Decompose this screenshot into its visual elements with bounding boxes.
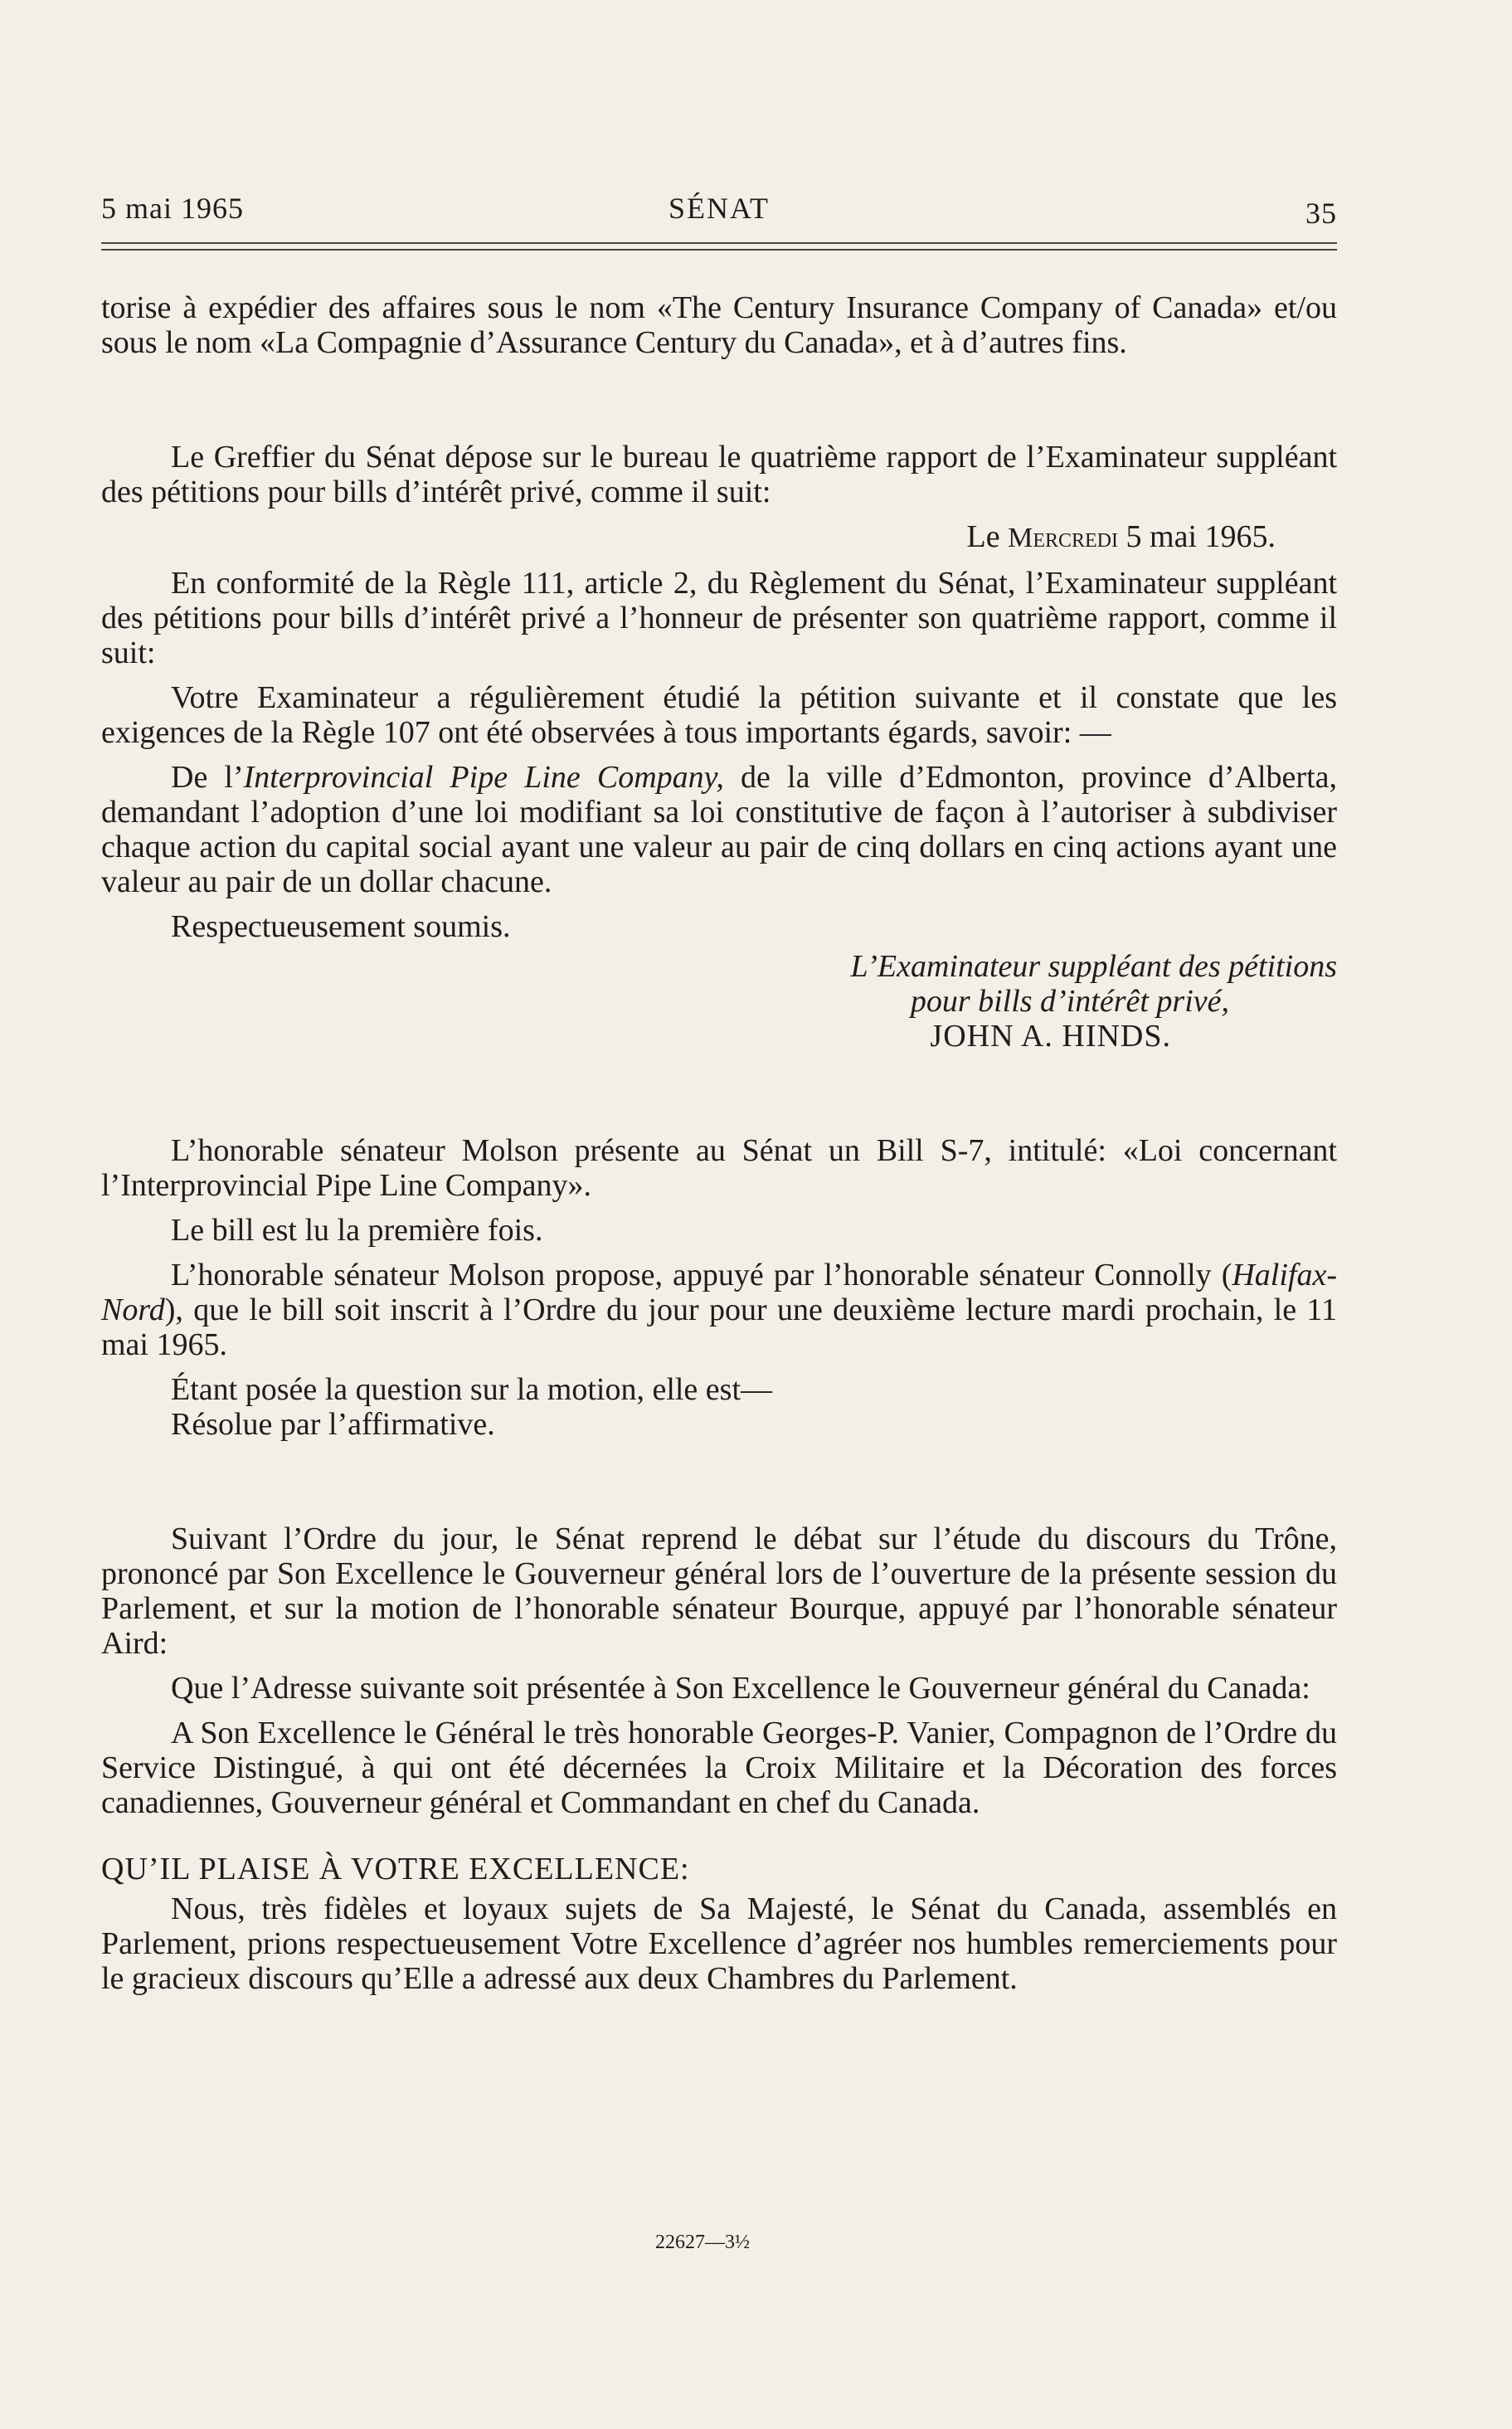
document-body xyxy=(101,290,1337,1996)
page-header xyxy=(101,191,1337,232)
paragraph-premiere-lecture: Le bill est lu la première fois. xyxy=(171,1213,543,1248)
paragraph-question: Étant posée la question sur la motion, elle est— xyxy=(171,1372,773,1407)
paragraph-soumis: Respectueusement soumis. xyxy=(171,909,511,944)
paragraph-petition: De l’Interprovincial Pipe Line Company, de la ville d’Edmonton, province d’Alberta, demandant l’adoption d’une loi modifiant sa loi constitutive de façon à l’autoriser à subdiviser chaque action du capital social ayant une valeur au pair de cinq dollars en cinq actions ayant une valeur au pair de un dollar chacune. xyxy=(101,760,1337,899)
paragraph-nous: Nous, très fidèles et loyaux sujets de Sa Majesté, le Sénat du Canada, assemblés en Parlement, prions respectueusement Votre Excellence d’agréer nos humbles remerciements pour le gracieux discours qu’Elle a adressé aux deux Chambres du Parlement. xyxy=(101,1891,1337,1996)
paragraph-conformite: En conformité de la Règle 111, article 2, du Règlement du Sénat, l’Examinateur suppléant des pétitions pour bills d’intérêt privé a l’honneur de présenter son quatrième rapport, comme il suit: xyxy=(101,566,1337,670)
paragraph-adresse: Que l’Adresse suivante soit présentée à Son Excellence le Gouverneur général du Canada: xyxy=(171,1671,1310,1706)
paragraph-ordre-du-jour: Suivant l’Ordre du jour, le Sénat reprend le débat sur l’étude du discours du Trône, prononcé par Son Excellence le Gouverneur général lors de l’ouverture de la présente session du Parlement, et sur la motion de l’honorable sénateur Bourque, appuyé par l’honorable sénateur Aird: xyxy=(101,1521,1337,1661)
header-rule-top xyxy=(101,242,1337,244)
header-rule-bottom xyxy=(101,249,1337,251)
header-date: 5 mai 1965 xyxy=(101,192,244,225)
paragraph-molson-bill: L’honorable sénateur Molson présente au Sénat un Bill S-7, intitulé: «Loi concernant l’Interprovincial Pipe Line Company». xyxy=(101,1133,1337,1203)
paragraph-son-excellence: A Son Excellence le Général le très honorable Georges-P. Vanier, Compagnon de l’Ordre du Service Distingué, à qui ont été décernées la Croix Militaire et la Décoration des forces canadiennes, Gouverneur général et Commandant en chef du Canada. xyxy=(101,1716,1337,1820)
signature-title-line2: pour bills d’intérêt privé, xyxy=(910,984,1229,1019)
paragraph-greffier: Le Greffier du Sénat dépose sur le bureau le quatrième rapport de l’Examinateur suppléant des pétitions pour bills d’intérêt privé, comme il suit: xyxy=(101,440,1337,509)
page-number: 35 xyxy=(1305,197,1337,230)
paragraph-resolue: Résolue par l’affirmative. xyxy=(171,1407,495,1442)
signature-name: JOHN A. HINDS. xyxy=(930,1019,1171,1054)
header-title: SÉNAT xyxy=(668,192,770,225)
signature-title-line1: L’Examinateur suppléant des pétitions xyxy=(850,949,1337,984)
paragraph-motion: L’honorable sénateur Molson propose, appuyé par l’honorable sénateur Connolly (Halifax-Nord), que le bill soit inscrit à l’Ordre du jour pour une deuxième lecture mardi prochain, le 11 mai 1965. xyxy=(101,1258,1337,1362)
paragraph-examinateur: Votre Examinateur a régulièrement étudié la pétition suivante et il constate que les exigences de la Règle 107 ont été observées à tous importants égards, savoir: — xyxy=(101,680,1337,750)
footer-code: 22627—3½ xyxy=(655,2232,750,2253)
paragraph-continuation: torise à expédier des affaires sous le nom «The Century Insurance Company of Canada» et/ou sous le nom «La Compagnie d’Assurance Century du Canada», et à d’autres fins. xyxy=(101,290,1337,360)
section-heading: QU’IL PLAISE À VOTRE EXCELLENCE: xyxy=(101,1852,690,1886)
report-date-line: Le Mercredi 5 mai 1965. xyxy=(966,519,1276,554)
